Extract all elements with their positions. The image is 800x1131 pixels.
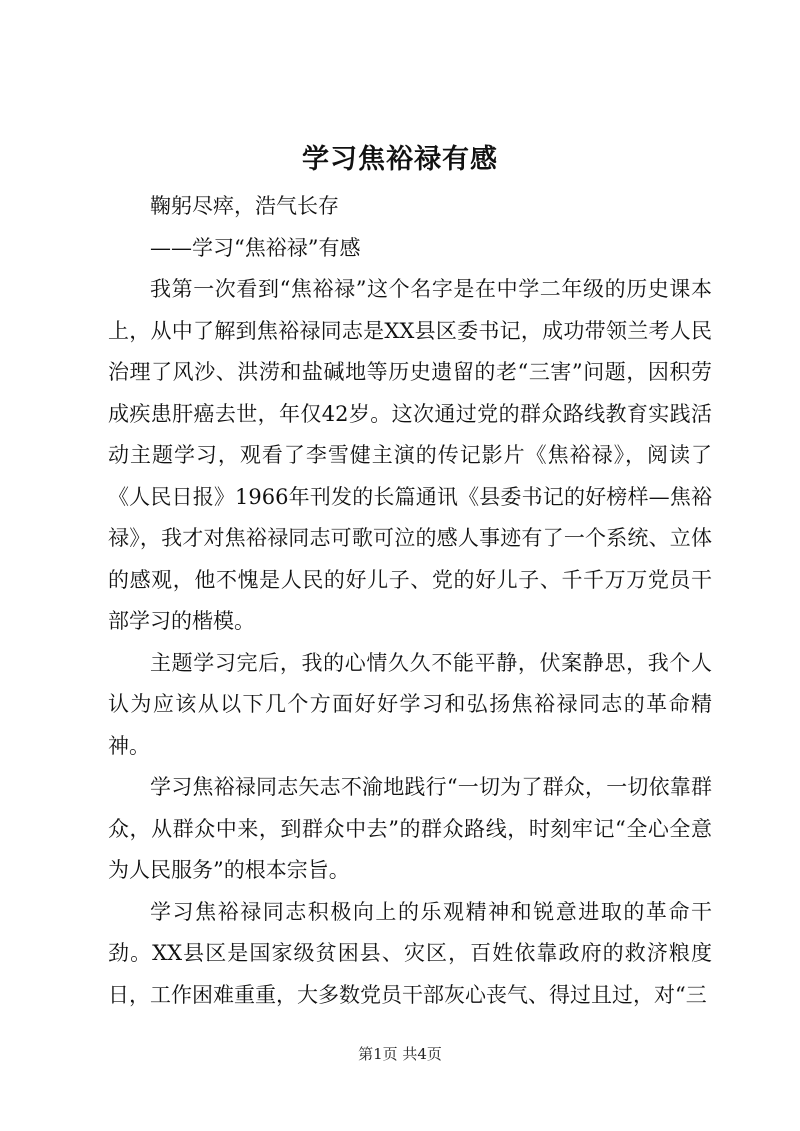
body-paragraph: 学习焦裕禄同志积极向上的乐观精神和锐意进取的革命干劲。XX县区是国家级贫困县、灾区，百姓依靠政府的救济粮度日，工作困难重重，大多数党员干部灰心丧气、得过且过，对“三 (108, 899, 712, 1007)
page-number-footer: 第1页 共4页 (358, 1045, 442, 1063)
body-paragraph: 我第一次看到“焦裕禄”这个名字是在中学二年级的历史课本上，从中了解到焦裕禄同志是XX县区委书记，成功带领兰考人民治理了风沙、洪涝和盐碱地等历史遗留的老“三害”问题，因积劳成疾患肝癌去世，年仅42岁。这次通过党的群众路线教育实践活动主题学习，观看了李雪健主演的传记影片《焦裕禄》，阅读了《人民日报》1966年刊发的长篇通讯《县委书记的好榜样—焦裕禄》，我才对焦裕禄同志可歌可泣的感人事迹有了一个系统、立体的感观，他不愧是人民的好儿子、党的好儿子、千千万万党员干部学习的楷模。 (108, 277, 712, 633)
body-paragraph: 主题学习完后，我的心情久久不能平静，伏案静思，我个人认为应该从以下几个方面好好学习和弘扬焦裕禄同志的革命精神。 (108, 650, 712, 758)
subtitle-line: 鞠躬尽瘁，浩气长存 (150, 194, 339, 218)
document-body (108, 186, 712, 1016)
body-paragraph: 学习焦裕禄同志矢志不渝地践行“一切为了群众，一切依靠群众，从群众中来，到群众中去”的群众路线，时刻牢记“全心全意为人民服务”的根本宗旨。 (108, 775, 712, 882)
subtitle-dash-line: ——学习“焦裕禄”有感 (150, 235, 361, 260)
document-title: 学习焦裕禄有感 (302, 144, 498, 175)
